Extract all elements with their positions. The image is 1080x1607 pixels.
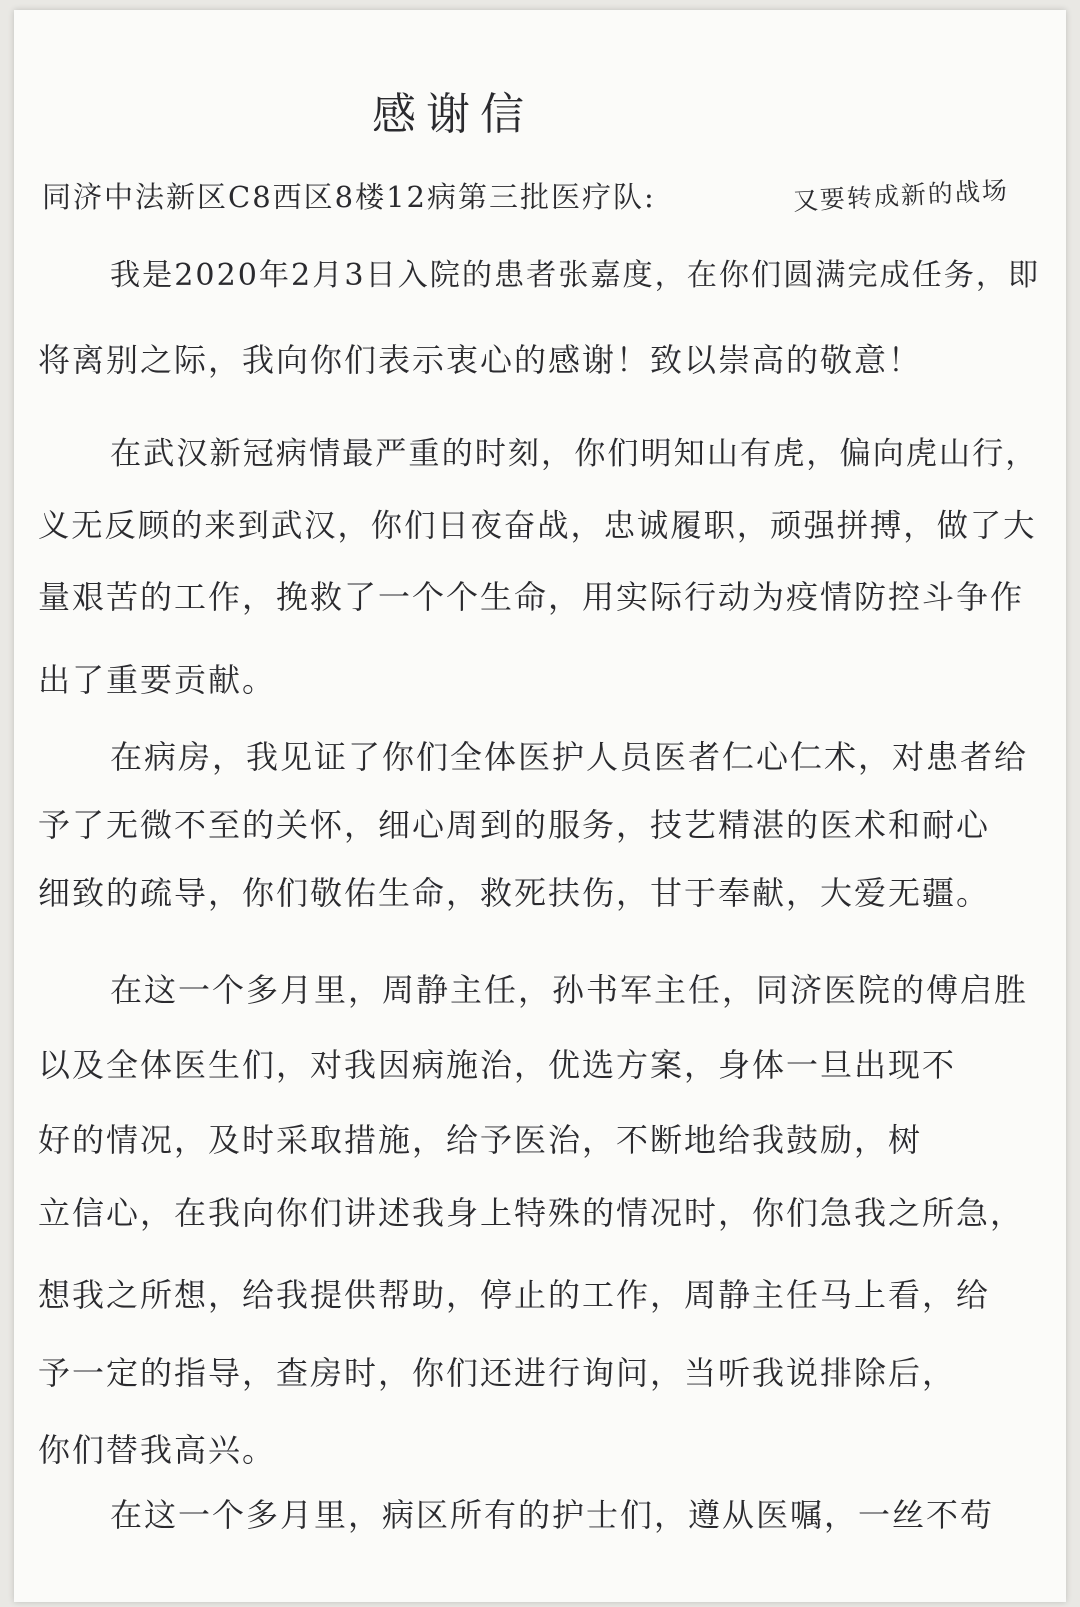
letter-line: 义无反顾的来到武汉，你们日夜奋战，忠诚履职，顽强拼搏，做了大 [38,508,1037,544]
letter-line: 我是2020年2月3日入院的患者张嘉度，在你们圆满完成任务，即 [110,258,1041,293]
letter-line: 出了重要贡献。 [38,661,277,699]
letter-line: 予了无微不至的关怀，细心周到的服务，技艺精湛的医术和耐心 [38,806,991,844]
margin-note: 又要转成新的战场 [792,175,1010,216]
letter-line: 量艰苦的工作，挽救了一个个生命，用实际行动为疫情防控斗争作 [38,578,1025,616]
letter-line: 在这一个多月里，周静主任，孙书军主任，同济医院的傅启胜 [110,971,1029,1009]
letter-line: 予一定的指导，查房时，你们还进行询问，当听我说排除后， [38,1354,957,1392]
letter-line: 好的情况，及时采取措施，给予医治，不断地给我鼓励，树 [38,1121,923,1159]
letter-line: 你们替我高兴。 [38,1431,277,1469]
letter-title: 感谢信 [372,89,534,140]
letter-line: 在武汉新冠病情最严重的时刻，你们明知山有虎，偏向虎山行， [110,436,1039,472]
letter-paper [14,10,1066,1602]
salutation: 同济中法新区C8西区8楼12病第三批医疗队: [42,180,656,214]
letter-line: 以及全体医生们，对我因病施治，优选方案，身体一旦出现不 [38,1046,957,1084]
letter-line: 细致的疏导，你们敬佑生命，救死扶伤，甘于奉献，大爱无疆。 [38,874,991,912]
letter-line: 想我之所想，给我提供帮助，停止的工作，周静主任马上看，给 [38,1276,991,1314]
letter-line: 在病房，我见证了你们全体医护人员医者仁心仁术，对患者给 [110,738,1029,776]
letter-line: 立信心，在我向你们讲述我身上特殊的情况时，你们急我之所急， [38,1194,1025,1232]
letter-line: 在这一个多月里，病区所有的护士们，遵从医嘱，一丝不苟 [110,1496,995,1534]
letter-line: 将离别之际，我向你们表示衷心的感谢！致以崇高的敬意！ [38,341,923,379]
